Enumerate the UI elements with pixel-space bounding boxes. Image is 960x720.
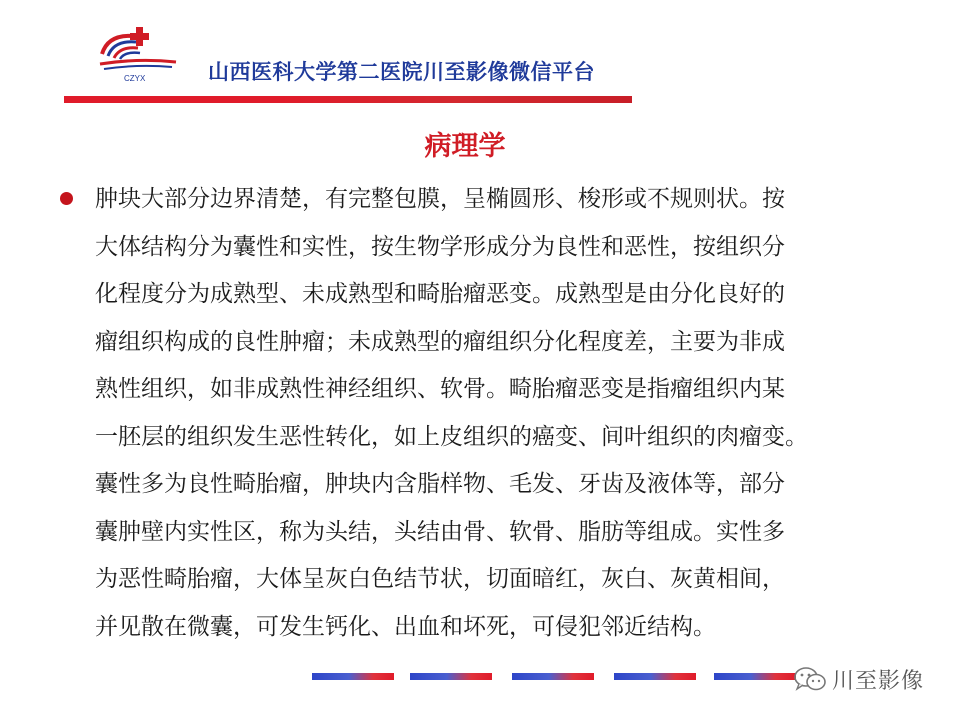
body-line: 为恶性畸胎瘤，大体呈灰白色结节状，切面暗红，灰白、灰黄相间，: [95, 566, 785, 592]
footer-bar: [312, 673, 394, 680]
body-line: 化程度分为成熟型、未成熟型和畸胎瘤恶变。成熟型是由分化良好的: [95, 281, 785, 307]
header-divider: [64, 96, 632, 103]
body-line: 囊性多为良性畸胎瘤，肿块内含脂样物、毛发、牙齿及液体等，部分: [95, 471, 785, 497]
body-line: 大体结构分为囊性和实性，按生物学形成分为良性和恶性，按组织分: [95, 233, 785, 260]
body-paragraph: [95, 176, 915, 651]
footer-bar: [410, 673, 492, 680]
slide-title: 病理学: [424, 131, 506, 162]
logo-text: CZYX: [124, 74, 146, 83]
hospital-logo-icon: [98, 24, 180, 84]
body-line: 一胚层的组织发生恶性转化，如上皮组织的癌变、间叶组织的肉瘤变。: [95, 423, 808, 450]
footer-bar: [512, 673, 594, 680]
body-line: 瘤组织构成的良性肿瘤；未成熟型的瘤组织分化程度差，主要为非成: [95, 328, 785, 355]
header-title: 山西医科大学第二医院川至影像微信平台: [208, 60, 595, 84]
body-line: 熟性组织，如非成熟性神经组织、软骨。畸胎瘤恶变是指瘤组织内某: [95, 376, 785, 402]
bullet-icon: [60, 192, 73, 205]
footer-bar: [714, 673, 796, 680]
body-line: 囊肿壁内实性区，称为头结，头结由骨、软骨、脂肪等组成。实性多: [95, 518, 785, 545]
body-line: 肿块大部分边界清楚，有完整包膜，呈椭圆形、梭形或不规则状。按: [95, 186, 785, 212]
body-line: 并见散在微囊，可发生钙化、出血和坏死，可侵犯邻近结构。: [95, 613, 716, 640]
wechat-icon: [793, 666, 827, 692]
watermark-text: 川至影像: [832, 669, 925, 694]
footer-bar: [614, 673, 696, 680]
